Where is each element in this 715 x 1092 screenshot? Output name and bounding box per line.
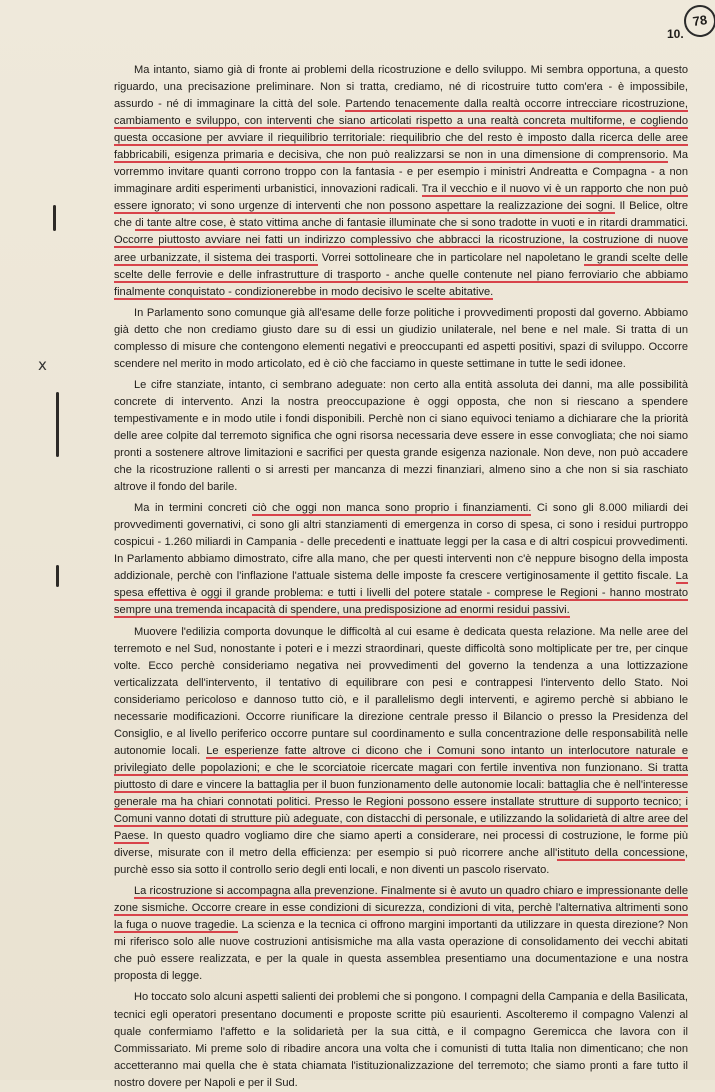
- paragraph: [114, 500, 688, 619]
- underlined-passage: le grandi scelte delle scelte delle ferrovie e delle infrastrutture di trasporto - anche quelle contenute nel piano ferroviario che abbiamo finalmente conquistato - condizionerebbe in modo decisivo le scelte abitative.: [114, 251, 688, 298]
- underlined-passage: La spesa effettiva è oggi il grande problema: e tutti i livelli del potere statale - comprese le Regioni - hanno mostrato sempre una tremenda incapacità di spendere, una predisposizione ad enormi residui passivi.: [114, 570, 688, 617]
- text-run: La scienza e la tecnica ci offrono margini importanti da utilizzare in questa direzione? Non mi riferisco solo alle nuove costruzioni antisismiche ma alla vasta operazione di consolidamento dei vecchi abitati che può essere realizzata, e per la quale in questa assemblea presentiamo una documentazione e una nostra proposta di legge.: [114, 919, 689, 983]
- body-text: [114, 62, 688, 1092]
- paragraph: [114, 624, 688, 880]
- underlined-passage: Le esperienze fatte altrove ci dicono che i Comuni sono intanto un interlocutore naturale e privilegiato delle popolazioni; e che le scorciatoie ricercate magari con fertile inventiva non funzionano. Si tratta piuttosto di dare e vincere la battaglia per il buon funzionamento delle autonomie locali: battaglia che è nell'interesse generale ma ha chiari connotati politici. Presso le Regioni possono essere installate strutture di supporto tecnico; i Comuni vanno dotati di strutture più adeguate, con distacchi di personale, e utilizzando la solidarietà di altre aree del Paese.: [114, 744, 688, 843]
- text-run: In Parlamento sono comunque già all'esame delle forze politiche i provvedimenti proposti dal governo. Abbiamo già detto che non crediamo giusto dare su di essi un giudizio unilaterale, nel bene e nel male. Si tratta di un complesso di misure che contengono elementi negativi e preoccupanti ed aspetti positivi, spazi di sviluppo. Occorre scendere nel merito in modo articolato, ed è ciò che facciamo in queste settimane in tutte le sedi idonee.: [114, 306, 688, 370]
- margin-x-mark: x: [38, 356, 47, 374]
- text-run: Muovere l'edilizia comporta dovunque le difficoltà al cui esame è dedicata questa relazione. Ma nelle aree del terremoto e nel Sud, nonostante i poteri e i mezzi straordinari, queste difficoltà sono moltiplicate per tre, per cinque volte. Ecco perchè consideriamo negativa nei provvedimenti del governo la tendenza a una lottizzazione verticalizzata dell'intervento, il tentativo di equilibrare con pesi e contrappesi l'intervento dello Stato. Noi consideriamo pericoloso e dannoso tutto ciò, e il parallelismo degli interventi, e agiremo perchè si abbiano le necessarie modificazioni. Occorre riunificare la direzione centrale presso il Bilancio o presso la Presidenza del Consiglio, e al livello periferico occorre puntare sul coordinamento e sulla concentrazione delle responsabilità nelle autonomie locali.: [114, 625, 688, 757]
- text-run: Le cifre stanziate, intanto, ci sembrano adeguate: non certo alla entità assoluta dei danni, ma alle possibilità concrete di intervento. Anzi la nostra preoccupazione è oggi opposta, che non si riescano a spendere tempestivamente e in modo utile i fondi disponibili. Perchè non ci siano equivoci teniamo a dichiarare che la priorità delle aree colpite dal terremoto significa che ogni risorsa necessaria deve essere in esse convogliata; che noi siamo pronti a sostenere altrove limitazioni e sacrifici per questa grande esigenza nazionale. Non deve, non può accadere che la ricostruzione rallenti o si arresti per mancanza di mezzi finanziari, almeno sino a che non si sia raschiato altrove il fondo del barile.: [114, 378, 688, 494]
- underlined-passage: istituto della concessione: [557, 847, 685, 860]
- underlined-passage: Tra il vecchio e il nuovo vi è un rapporto che non può essere ignorato; vi sono urgenze di interventi che non possono aspettare la realizzazione dei sogni.: [114, 183, 688, 213]
- page-number: 10.: [667, 27, 684, 41]
- text-run: Ho toccato solo alcuni aspetti salienti dei problemi che si pongono. I compagni della Campania e della Basilicata, tecnici egli operatori presentano documenti e proposte scritte più esaurienti. Ascolteremo il compagno Valenzi al quale confermiamo l'affetto e la solidarietà per la sua città, e il compagno Geremicca che lavora con il Commissariato. Mi preme solo di ribadire ancora una volta che i comunisti di tutta Italia non dimenticano; che non accetteranno mai quella che è stata chiamata l'istituzionalizzazione del terremoto; che siamo pronti a fare tutto il nostro dovere per Napoli e per il Sud.: [114, 991, 688, 1089]
- margin-bracket-lower: [56, 565, 59, 587]
- margin-bracket-middle: [56, 392, 59, 457]
- text-run: Ci sono gli 8.000 miliardi dei provvedimenti governativi, ci sono gli altri stanziamenti di emergenza in corso di spesa, ci sono i residui purtroppo cospicui - 1.260 miliardi in Campania - delle precedenti e inattuate leggi per la casa e di altri cospicui provvedimenti. In Parlamento abbiamo dimostrato, cifre alla mano, che per questi interventi non c'è neppure bisogno della imposta addizionale, perchè con l'inflazione l'attuale sistema delle imposte fa crescere vertiginosamente il gettito fiscale.: [114, 502, 689, 583]
- paragraph: [114, 377, 688, 496]
- text-run: Il Belice, oltre che: [114, 200, 689, 230]
- text-run: In questo quadro vogliamo dire che siamo aperti a considerare, nei processi di costruzione, le forme più diverse, misurate con il metro della efficienza: per esempio si può ricorrere anche all': [114, 830, 688, 860]
- underlined-passage: Partendo tenacemente dalla realtà occorre intrecciare ricostruzione, cambiamento e sviluppo, con interventi che siano articolati rispetto a una realtà concreta multiforme, e cogliendo questa occasione per avviare il riequilibrio territoriale: riequilibrio che del resto è imposto dalla ricerca delle aree fabbricabili, esigenza primaria e decisiva, che non può realizzarsi se non in una dimensione di comprensorio.: [114, 98, 688, 162]
- underlined-passage: ciò che oggi non manca sono proprio i finanziamenti.: [252, 502, 532, 515]
- paragraph: [114, 989, 688, 1091]
- margin-bracket-top: [53, 205, 56, 231]
- handwritten-page-stamp: 78: [682, 3, 715, 39]
- paragraph: [114, 883, 688, 985]
- underlined-passage: La ricostruzione si accompagna alla prevenzione. Finalmente si è avuto un quadro chiaro e impressionante delle zone sismiche. Occorre creare in esse condizioni di sicurezza, condizioni di vita, perchè l'alternativa altrimenti sono la fuga o nuove tragedie.: [114, 885, 688, 932]
- text-run: Vorrei sottolineare che in particolare nel napoletano: [317, 251, 585, 264]
- paragraph: [114, 62, 688, 301]
- text-run: Ma vorremmo invitare quanti corrono troppo con la fantasia - e per esempio i ministri Andreatta e Compagna - a non immaginare arditi esperimenti urbanistici, innovazioni radicali.: [114, 149, 688, 196]
- text-run: Ma in termini concreti: [134, 502, 253, 515]
- underlined-passage: di tante altre cose, è stato vittima anche di fantasie illuminate che si sono tradotte in vuoti e in ritardi drammatici. Occorre piuttosto avviare nei fatti un indirizzo complessivo che abbracci la ricostruzione, la costruzione di nuove aree urbanizzate, il sistema dei trasporti.: [114, 217, 688, 264]
- text-run: , purchè esso sia sotto il controllo serio degli enti locali, e non diventi un pascolo riservato.: [114, 847, 689, 877]
- text-run: Ma intanto, siamo già di fronte ai problemi della ricostruzione e dello sviluppo. Mi sembra opportuna, a questo riguardo, una precisazione preliminare. Non si tratta, crediamo, né di ricostruire tutto com'era - è impossibile, assurdo - né di immaginare la città del sole.: [114, 64, 688, 111]
- paragraph: [114, 305, 688, 373]
